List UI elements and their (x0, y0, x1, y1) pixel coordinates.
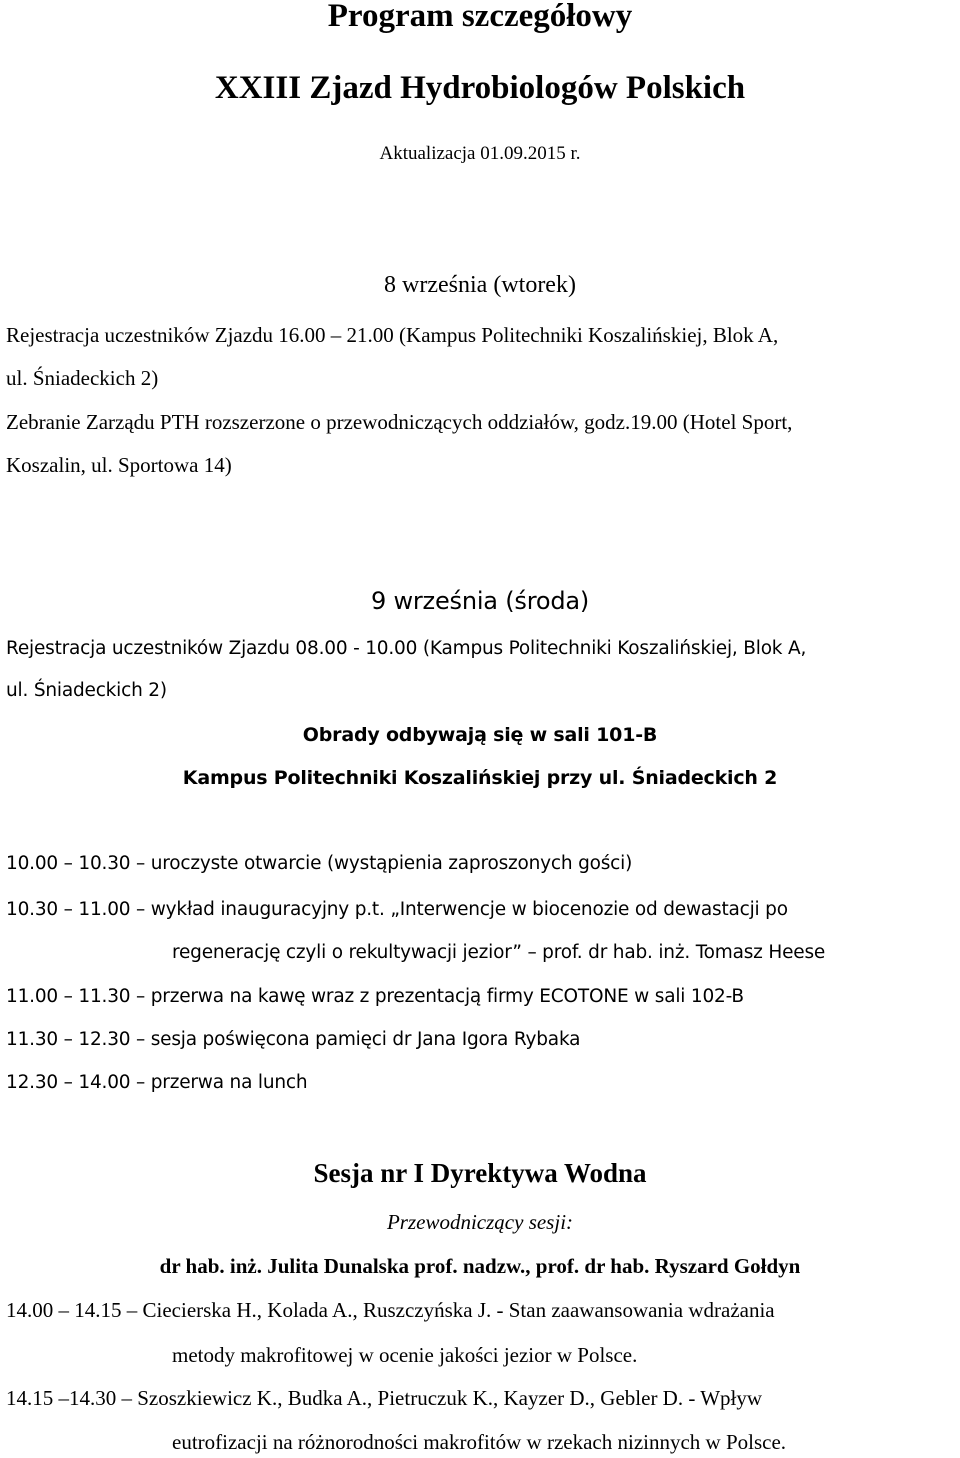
schedule-item-continuation: regenerację czyli o rekultywacji jezior” – prof. dr hab. inż. Tomasz Heese (172, 942, 826, 963)
day1-heading: 8 września (wtorek) (384, 272, 576, 298)
schedule-item: 12.30 – 14.00 – przerwa na lunch (6, 1072, 308, 1093)
conference-name: XXIII Zjazd Hydrobiologów Polskich (214, 70, 746, 106)
day2-heading: 9 września (środa) (370, 587, 590, 615)
talk-item: 14.15 –14.30 – Szoszkiewicz K., Budka A., Pietruczuk K., Kayzer D., Gebler D. - Wpływ (6, 1386, 763, 1410)
schedule-item: 10.00 – 10.30 – uroczyste otwarcie (wystąpienia zaproszonych gości) (6, 853, 633, 874)
venue-line1: Obrady odbywają się w sali 101-B (302, 724, 658, 746)
day1-registration-line1: Rejestracja uczestników Zjazdu 16.00 – 21.00 (Kampus Politechniki Koszalińskiej, Blok A, (6, 323, 779, 347)
update-date: Aktualizacja 01.09.2015 r. (379, 143, 581, 164)
session-title: Sesja nr I Dyrektywa Wodna (313, 1158, 647, 1188)
day1-meeting-line2: Koszalin, ul. Sportowa 14) (6, 453, 232, 477)
venue-line2: Kampus Politechniki Koszalińskiej przy ul. Śniadeckich 2 (182, 767, 778, 789)
talk-item-continuation: eutrofizacji na różnorodności makrofitów w rzekach nizinnych w Polsce. (172, 1430, 787, 1454)
day1-meeting-line1: Zebranie Zarządu PTH rozszerzone o przewodniczących oddziałów, godz.19.00 (Hotel Sport, (6, 410, 793, 434)
day2-registration-line2: ul. Śniadeckich 2) (6, 680, 167, 701)
schedule-item: 10.30 – 11.00 – wykład inauguracyjny p.t. „Interwencje w biocenozie od dewastacji po (6, 899, 788, 920)
day2-registration-line1: Rejestracja uczestników Zjazdu 08.00 - 10.00 (Kampus Politechniki Koszalińskiej, Blok A, (6, 638, 807, 659)
day1-registration-line2: ul. Śniadeckich 2) (6, 366, 159, 390)
schedule-item: 11.30 – 12.30 – sesja poświęcona pamięci dr Jana Igora Rybaka (6, 1029, 581, 1050)
talk-item-continuation: metody makrofitowej w ocenie jakości jezior w Polsce. (172, 1343, 638, 1367)
talk-item: 14.00 – 14.15 – Ciecierska H., Kolada A., Ruszczyńska J. - Stan zaawansowania wdrażania (6, 1298, 775, 1322)
page-title: Program szczegółowy (327, 0, 633, 34)
schedule-item: 11.00 – 11.30 – przerwa na kawę wraz z prezentacją firmy ECOTONE w sali 102-B (6, 986, 744, 1007)
session-chair-label: Przewodniczący sesji: (386, 1210, 574, 1234)
session-chairs: dr hab. inż. Julita Dunalska prof. nadzw., prof. dr hab. Ryszard Gołdyn (159, 1254, 801, 1278)
